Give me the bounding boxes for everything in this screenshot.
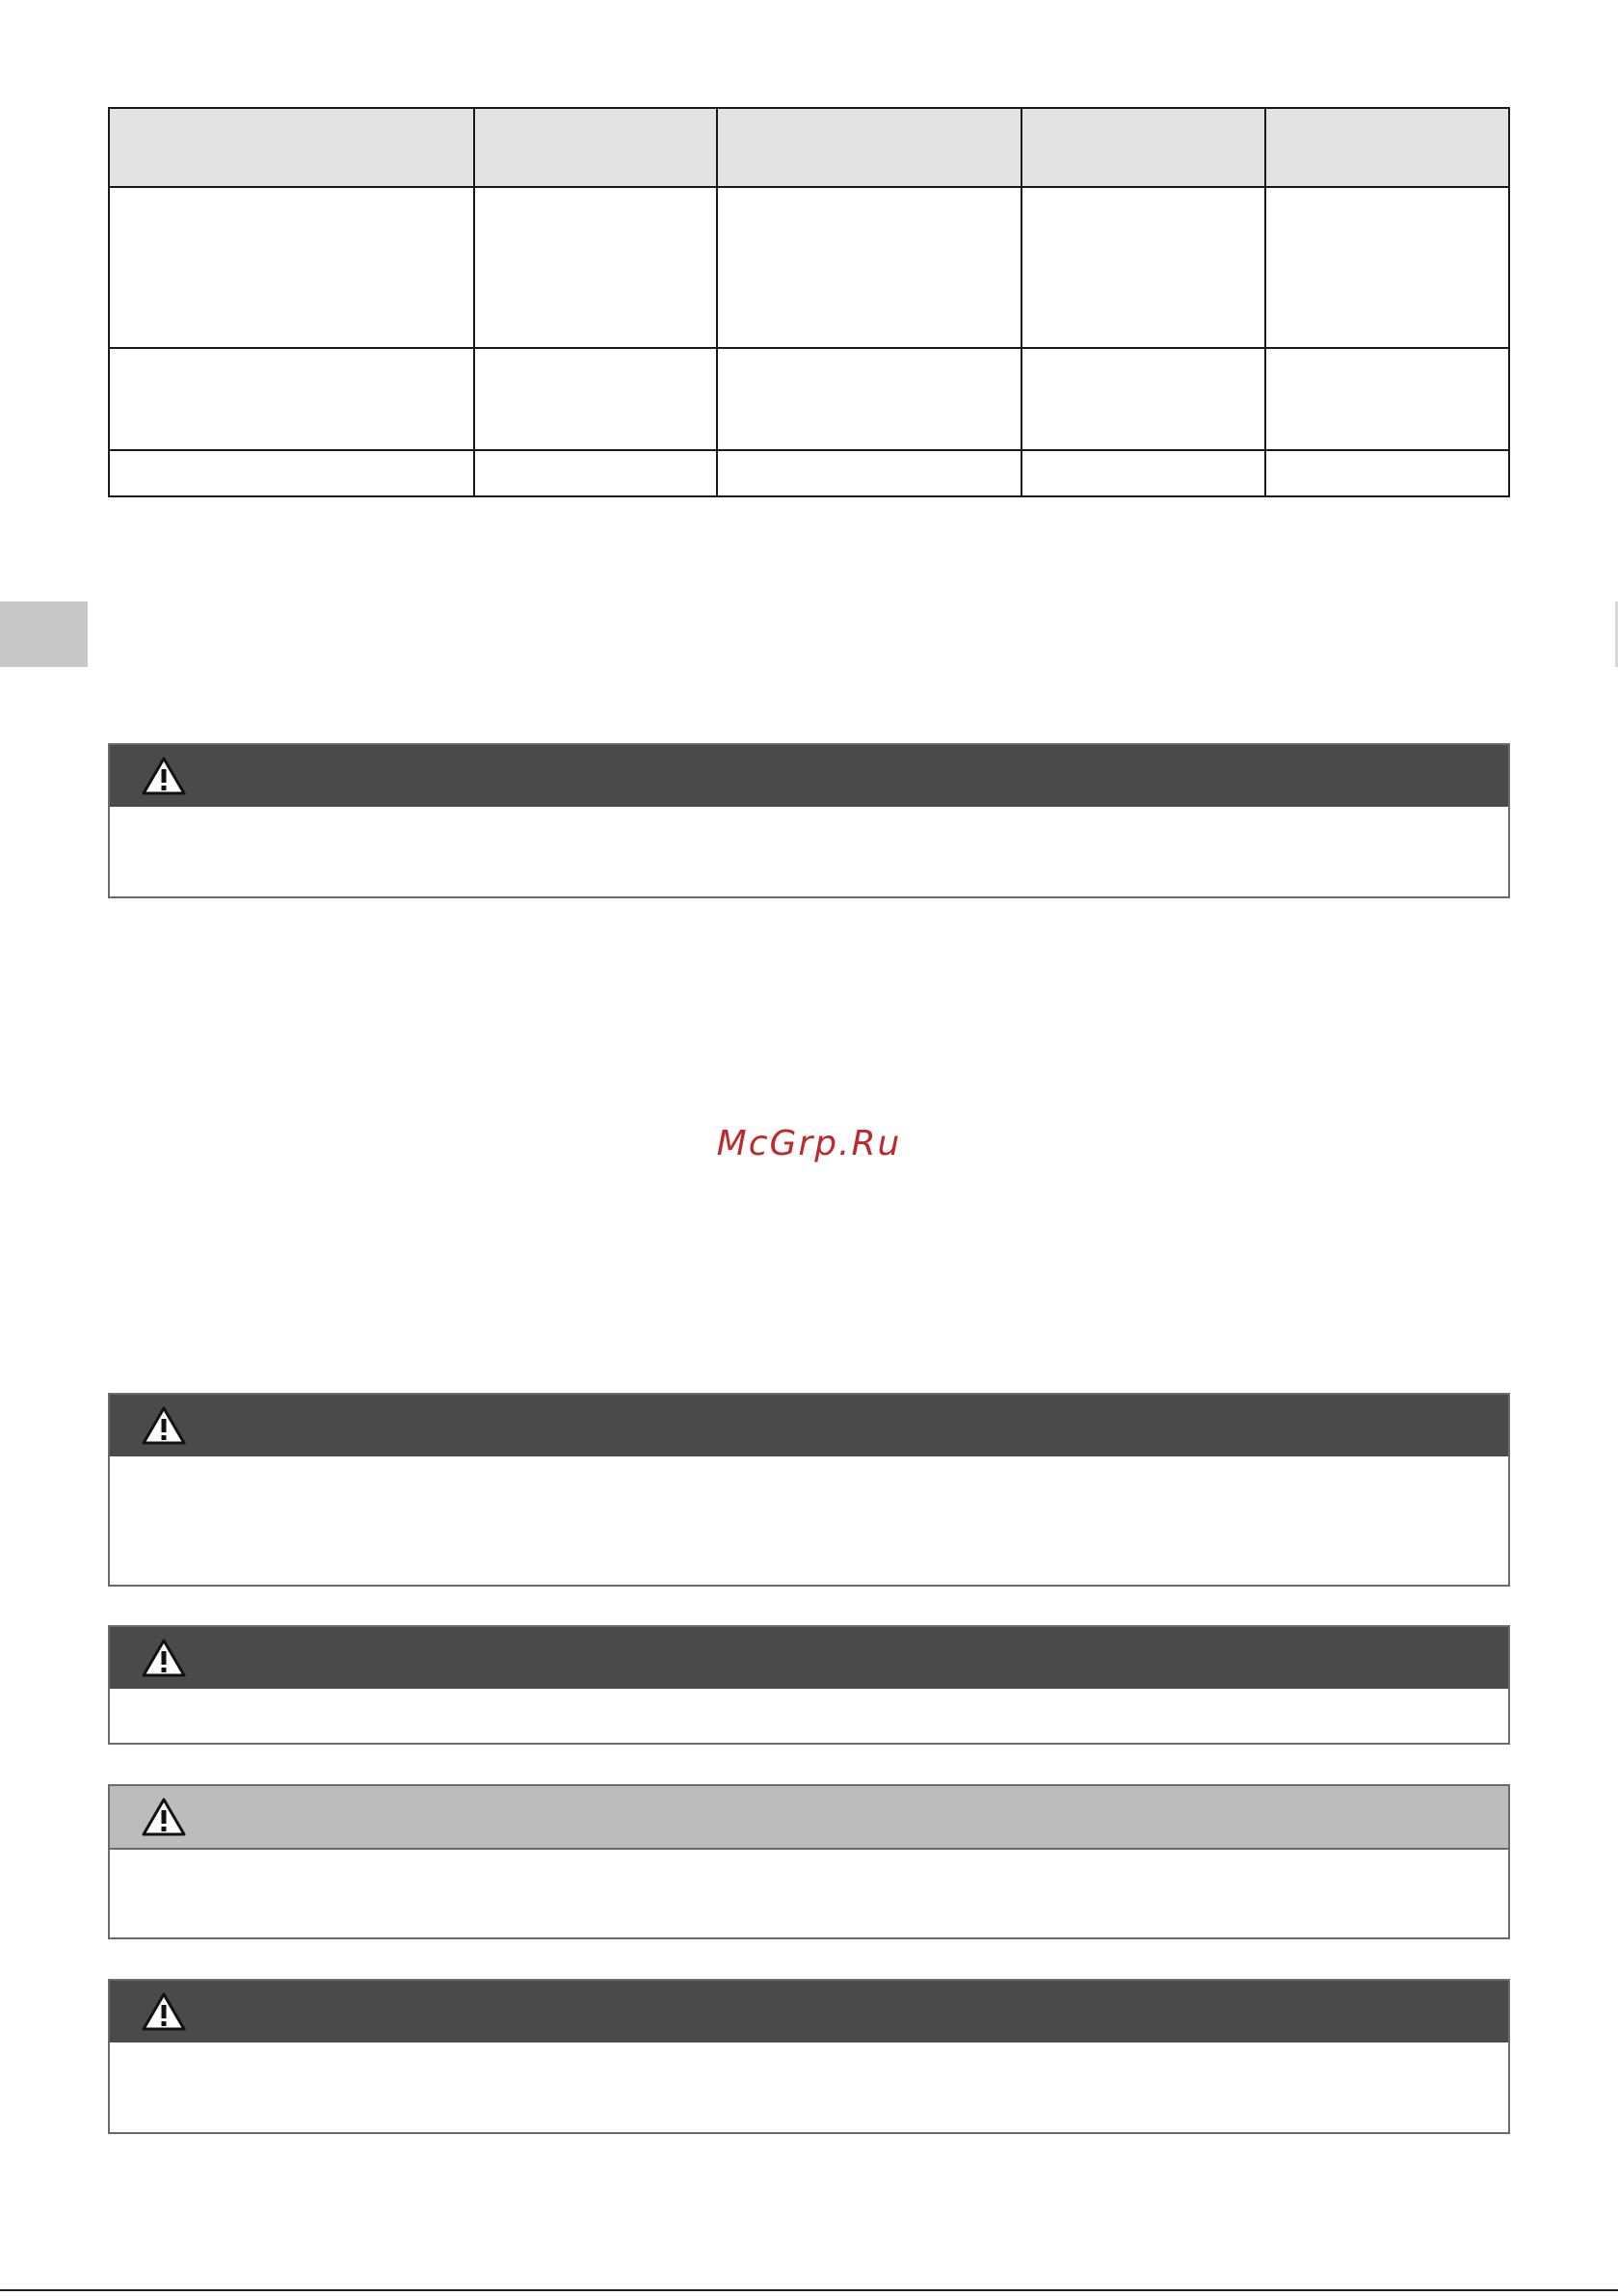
warning-box — [108, 743, 1510, 898]
table-row — [109, 187, 1509, 348]
warning-header-bar — [110, 745, 1508, 807]
table-row — [109, 348, 1509, 450]
table-cell — [109, 450, 474, 496]
warning-body — [110, 2042, 1508, 2066]
table-cell — [474, 348, 717, 450]
warning-header-bar — [110, 1981, 1508, 2042]
table-cell — [1265, 450, 1509, 496]
warning-header-bar — [110, 1395, 1508, 1456]
table-header-cell — [474, 108, 717, 187]
table-cell — [1021, 348, 1264, 450]
warning-box — [108, 1979, 1510, 2134]
section-side-tab — [0, 601, 88, 667]
table-header-cell — [109, 108, 474, 187]
warning-triangle-icon — [141, 1638, 187, 1678]
table-cell — [717, 450, 1021, 496]
table-cell — [474, 450, 717, 496]
table-header-cell — [717, 108, 1021, 187]
table-cell — [717, 348, 1021, 450]
table-row — [109, 450, 1509, 496]
caution-header-bar — [110, 1786, 1508, 1850]
caution-box — [108, 1784, 1510, 1939]
spec-table — [108, 107, 1510, 497]
table-header-row — [109, 108, 1509, 187]
table-cell — [1265, 348, 1509, 450]
watermark-text: McGrp.Ru — [716, 1124, 902, 1163]
table-cell — [109, 348, 474, 450]
table-cell — [109, 187, 474, 348]
warning-body — [110, 1689, 1508, 1712]
table-cell — [474, 187, 717, 348]
footer-rule — [0, 2289, 1618, 2291]
caution-body — [110, 1850, 1508, 1873]
table-cell — [1021, 450, 1264, 496]
warning-body — [110, 807, 1508, 830]
warning-box — [108, 1625, 1510, 1745]
table-header-cell — [1265, 108, 1509, 187]
table-cell — [717, 187, 1021, 348]
warning-body — [110, 1456, 1508, 1480]
warning-box — [108, 1393, 1510, 1587]
warning-triangle-icon — [141, 1991, 187, 2032]
table-cell — [1021, 187, 1264, 348]
warning-triangle-icon — [141, 1797, 187, 1837]
warning-triangle-icon — [141, 1405, 187, 1446]
warning-triangle-icon — [141, 756, 187, 796]
table-cell — [1265, 187, 1509, 348]
table-header-cell — [1021, 108, 1264, 187]
warning-header-bar — [110, 1627, 1508, 1689]
